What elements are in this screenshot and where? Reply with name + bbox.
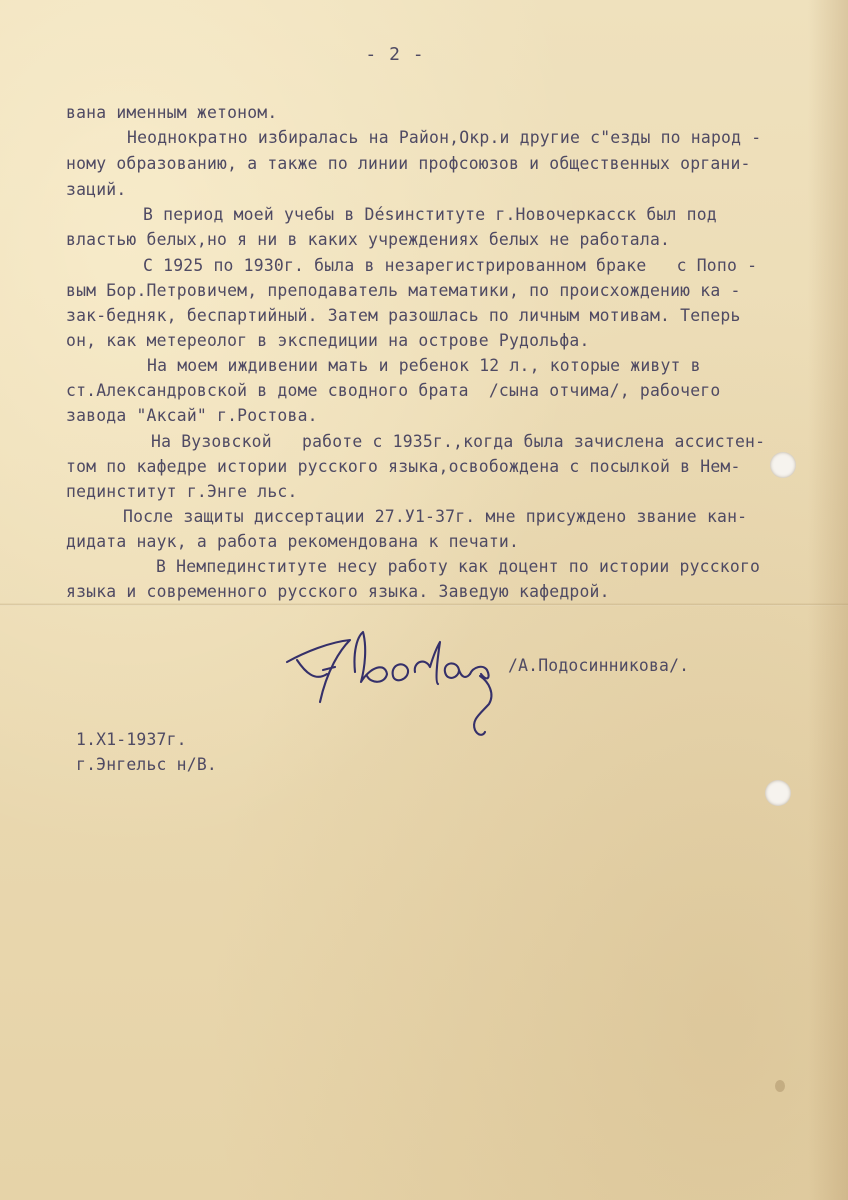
body-line-18: дидата наук, а работа рекомендована к печати. bbox=[66, 532, 520, 551]
body-line-20: языка и современного русского языка. Заведую кафедрой. bbox=[66, 582, 610, 601]
punch-hole-bottom bbox=[765, 780, 791, 806]
body-line-13: завода "Аксай" г.Ростова. bbox=[66, 406, 318, 425]
body-line-17: После защиты диссертации 27.У1-37г. мне присуждено звание кан- bbox=[123, 507, 748, 526]
body-line-7: С 1925 по 1930г. была в незарегистрированном браке с Попо - bbox=[143, 256, 758, 275]
punch-hole-top bbox=[770, 452, 796, 478]
body-line-12: ст.Александровской в доме сводного брата /сына отчима/, рабочего bbox=[66, 381, 721, 400]
body-line-8: вым Бор.Петровичем, преподаватель математики, по происхождению ка - bbox=[66, 281, 741, 300]
signature-name: /А.Подосинникова/. bbox=[508, 656, 690, 675]
document-place: г.Энгельс н/В. bbox=[76, 755, 217, 774]
body-line-11: На моем иждивении мать и ребенок 12 л., которые живут в bbox=[147, 356, 701, 375]
document-date: 1.Х1-1937г. bbox=[76, 730, 187, 749]
body-line-5: В период моей учебы в Désинституте г.Новочеркасск был под bbox=[143, 205, 717, 224]
paper-edge-shade bbox=[808, 0, 848, 1200]
body-line-3: ному образованию, а также по линии профсоюзов и общественных органи- bbox=[66, 154, 751, 173]
body-line-16: пединститут г.Энге льс. bbox=[66, 482, 298, 501]
paper-stain bbox=[775, 1080, 785, 1092]
body-line-1: вана именным жетоном. bbox=[66, 103, 278, 122]
body-line-19: В Немпединституте несу работу как доцент по истории русского bbox=[156, 557, 761, 576]
handwritten-signature bbox=[275, 612, 505, 742]
body-line-6: властью белых,но я ни в каких учреждениях белых не работала. bbox=[66, 230, 671, 249]
body-line-15: том по кафедре истории русского языка,освобождена с посылкой в Нем- bbox=[66, 457, 741, 476]
body-line-14: На Вузовской работе с 1935г.,когда была зачислена ассистен- bbox=[151, 432, 766, 451]
body-line-10: он, как метереолог в экспедиции на острове Рудольфа. bbox=[66, 331, 590, 350]
page-number: - 2 - bbox=[365, 44, 425, 65]
body-line-2: Неоднократно избиралась на Район,Окр.и другие с"езды по народ - bbox=[127, 128, 762, 147]
body-line-4: заций. bbox=[66, 180, 127, 199]
body-line-9: зак-бедняк, беспартийный. Затем разошлась по личным мотивам. Теперь bbox=[66, 306, 741, 325]
paper-fold-line bbox=[0, 603, 848, 606]
